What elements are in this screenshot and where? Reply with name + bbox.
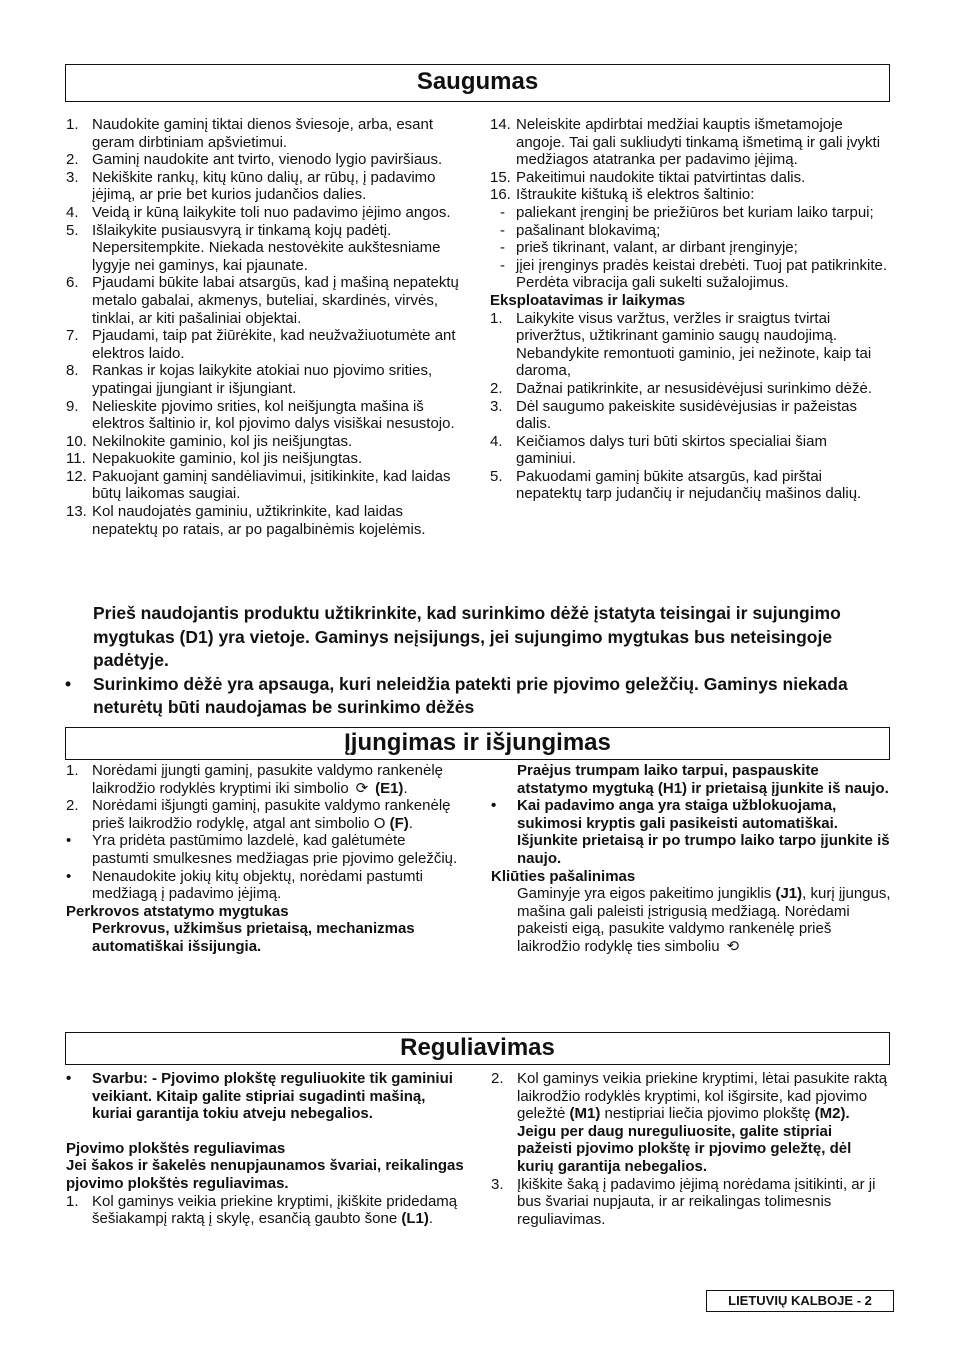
rotate-reverse-icon: ⟲ (726, 937, 740, 955)
section-title-switching: Įjungimas ir išjungimas (65, 727, 890, 760)
safety-rule (66, 327, 466, 362)
adjust-step-1: 1. Kol gaminys veikia priekine kryptimi, įkiškite pridedamą šešiakampį raktą į skylę, esančią gaubto šone (L1). (66, 1192, 458, 1228)
safety-rule (66, 204, 466, 222)
overload-text: Perkrovus, užkimšus prietaisą, mechanizmas automatiškai išsijungia. (92, 920, 415, 955)
switch-step-1: 1. Norėdami įjungti gaminį, pasukite valdymo rankenėlę laikrodžio rodyklės kryptimi iki simbolio ⟳ (E1). (66, 762, 444, 797)
list-number: 9. (66, 397, 79, 415)
adjust-step-2: 2. Kol gaminys veikia priekine kryptimi, lėtai pasukite raktą laikrodžio rodyklės kryptimi, kol išgirsite, kad pjovimo geležtė (M1) nestipriai liečia pjovimo plokštę (M2). Jeigu per daug nureguliuosite, galite stipriai pažeisti pjovimo plokštę ir pjovimo geležtę, dėl kurių garantija nebegalios. (491, 1070, 888, 1175)
safety-rule (66, 503, 466, 538)
switching-left-column (66, 762, 466, 956)
list-text: Ištraukite kištuką iš elektros šaltinio: (516, 186, 755, 204)
safety-rule (66, 398, 466, 433)
safety-rule (490, 169, 890, 187)
list-number: 3. (66, 168, 79, 186)
list-text: pašalinant blokavimą; (516, 221, 661, 239)
list-text: Keičiamos dalys turi būti skirtos specialiai šiam gaminiui. (516, 432, 827, 468)
list-number: 4. (66, 203, 79, 221)
list-number: 3. (490, 397, 503, 415)
list-text: Pakuojant gaminį sandėliavimui, įsitikinkite, kad laidas būtų laikomas saugiai. (92, 467, 451, 503)
list-number: 14. (490, 116, 511, 133)
list-number: 11. (66, 450, 86, 468)
list-number: 7. (66, 327, 79, 345)
list-number: 1. (66, 116, 79, 133)
list-number: 5. (490, 467, 503, 485)
list-text: Pjaudami, taip pat žiūrėkite, kad neužvažiuotumėte ant elektros laido. (92, 327, 456, 362)
dash-mark: - (500, 239, 505, 257)
dash-mark: - (500, 203, 505, 221)
safety-rule (66, 468, 466, 503)
ops-rule (490, 310, 890, 380)
section-title-safety: Saugumas (65, 64, 890, 102)
unplug-condition (490, 239, 890, 257)
list-number: 8. (66, 362, 79, 380)
list-number: 10. (66, 432, 87, 450)
list-number: 1. (490, 309, 503, 327)
list-number: 13. (66, 503, 87, 521)
warning-bullet-mark: • (65, 673, 72, 694)
ops-rule (490, 380, 890, 398)
overload-heading: Perkrovos atstatymo mygtukas (66, 902, 289, 920)
list-number: 4. (490, 432, 503, 450)
safety-rule (66, 433, 466, 451)
plate-heading: Pjovimo plokštės reguliavimas (66, 1139, 286, 1157)
safety-rule (66, 274, 466, 327)
list-text: Pakeitimui naudokite tiktai patvirtintas dalis. (516, 168, 806, 186)
list-number: 5. (66, 221, 79, 239)
unplug-condition (490, 222, 890, 240)
safety-right-column (490, 116, 890, 503)
adjusting-right-column (491, 1070, 891, 1228)
obstacle-heading: Kliūties pašalinimas (491, 867, 636, 885)
unplug-condition (490, 204, 890, 222)
safety-rule (66, 450, 466, 468)
list-text: Pjaudami būkite labai atsargūs, kad į mašiną nepatektų metalo gabalai, akmenys, buteliai, skardinės, virvės, tinklai, ar kiti pašaliniai objektai. (92, 274, 459, 327)
dash-mark: - (500, 256, 505, 274)
list-number: 6. (66, 274, 79, 292)
safety-rule (66, 169, 466, 204)
ops-rule (490, 468, 890, 503)
list-text: Naudokite gaminį tiktai dienos šviesoje, arba, esant geram dirbtiniam apšvietimui. (92, 116, 434, 151)
section-title-adjusting: Reguliavimas (65, 1032, 890, 1065)
safety-left-column (66, 116, 466, 538)
list-number: 2. (66, 151, 79, 169)
list-text: Išlaikykite pusiausvyrą ir tinkamą kojų padėtį. Nepersitempkite. Niekada nestovėkite aukštesniame lygyje nei gaminys, kai pjaunate. (92, 221, 441, 274)
switching-right-column (491, 762, 891, 956)
list-number: 15. (490, 168, 511, 186)
assembly-warning (65, 602, 895, 720)
rotate-forward-icon: ⟳ (355, 779, 369, 797)
switch-step-2: 2. Norėdami išjungti gaminį, pasukite valdymo rankenėlę prieš laikrodžio rodyklę, atgal ant simbolio O (F). (66, 797, 451, 832)
list-text: Gaminį naudokite ant tvirto, vienodo lygio paviršiaus. (92, 151, 443, 169)
list-text: prieš tikrinant, valant, ar dirbant įrenginyje; (516, 239, 798, 257)
list-text: Nekilnokite gaminio, kol jis neišjungtas. (92, 432, 353, 450)
list-text: Kol naudojatės gaminiu, užtikrinkite, kad laidas nepatektų po ratais, ar po pagalbinėmis kojelėmis. (92, 503, 426, 538)
list-text: Dažnai patikrinkite, ar nesusidėvėjusi surinkimo dėžė. (516, 379, 873, 397)
safety-rule (66, 362, 466, 397)
ops-heading: Eksploatavimas ir laikymas (490, 291, 686, 309)
reset-instruction: Praėjus trumpam laiko tarpui, paspauskite atstatymo mygtuką (H1) ir prietaisą įjunkite iš naujo. (517, 762, 889, 797)
list-text: paliekant įrenginį be priežiūros bet kuriam laiko tarpui; (516, 203, 874, 221)
list-text: Nelieskite pjovimo srities, kol neišjungta mašina iš elektros šaltinio ir, kol pjovimo dalys visiškai nesustojo. (92, 397, 455, 433)
list-text: Veidą ir kūną laikykite toli nuo padavimo įėjimo angos. (92, 203, 451, 221)
page-footer: LIETUVIŲ KALBOJE - 2 (706, 1290, 894, 1312)
list-text: Rankas ir kojas laikykite atokiai nuo pjovimo srities, ypatingai įjungiant ir išjungiant. (92, 362, 433, 397)
obstacle-text: Gaminyje yra eigos pakeitimo jungiklis (J1), kurį įjungus, mašina gali paleisti įstrigusią medžiagą. Norėdami pakeisti eigą, pasukite valdymo rankenėlę prieš laikrodžio rodyklę ties simboliu ⟲ (517, 885, 891, 955)
warning-paragraph: Prieš naudojantis produktu užtikrinkite, kad surinkimo dėžė įstatyta teisingai ir sujungimo mygtukas (D1) yra vietoje. Gaminys neįsijungs, jei sujungimo mygtukas bus neteisingoje padėtyje. (93, 603, 841, 670)
switch-bullet-objects: • Nenaudokite jokių kitų objektų, norėdami pastumti medžiagą į padavimo įėjimą. (66, 867, 424, 903)
ops-rule (490, 398, 890, 433)
list-text: Neleiskite apdirbtai medžiai kauptis išmetamojoje angoje. Tai gali sukliudyti tinkamą išmetimą ir gali įvykti medžiagos atatranka per padavimo įėjimą. (516, 116, 881, 169)
list-text: Dėl saugumo pakeiskite susidėvėjusias ir pažeistas dalis. (516, 397, 858, 433)
safety-rule (490, 116, 890, 169)
unplug-condition (490, 257, 890, 292)
list-text: Pakuodami gaminį būkite atsargūs, kad pirštai nepatektų tarp judančių ir nejudančių mašinos dalių. (516, 467, 862, 503)
dash-mark: - (500, 221, 505, 239)
warning-bullet-text: Surinkimo dėžė yra apsauga, kuri neleidžia patekti prie pjovimo geležčių. Gaminys niekada neturėtų būti naudojamas be surinkimo dėžės (93, 673, 848, 717)
switch-bullet-pusher: • Yra pridėta pastūmimo lazdelė, kad galėtumėte pastumti smulkesnes medžiagas prie pjovimo geležčių. (66, 832, 458, 867)
safety-rule (66, 222, 466, 275)
list-text: jįei įrenginys pradės keistai drebėti. Tuoj pat patikrinkite. Perdėta vibracija gali sukelti sužalojimus. (516, 256, 888, 292)
list-number: 12. (66, 467, 87, 485)
important-bullet: • Svarbu: - Pjovimo plokštę reguliuokite tik gaminiui veikiant. Kitaip galite stipriai sugadinti mašiną, kuriai garantija tokiu atveju nebegalios. (66, 1070, 453, 1123)
list-text: Laikykite visus varžtus, veržles ir sraigtus tvirtai priveržtus, užtikrinant gaminio saugų naudojimą. Nebandykite remontuoti gaminio, jei nežinote, kaip tai daroma, (516, 309, 872, 380)
adjust-step-3: 3. Įkiškite šaką į padavimo įėjimą norėdama įsitikinti, ar ji bus švariai nupjauta, ir ar reikalingas tolimesnis reguliavimas. (491, 1175, 876, 1228)
safety-rule (66, 151, 466, 169)
list-number: 16. (490, 186, 511, 204)
blockage-bullet: • Kai padavimo anga yra staiga užblokuojama, sukimosi kryptis gali pasikeisti automatiškai. Išjunkite prietaisą ir po trumpo laiko tarpo įjunkite iš naujo. (491, 797, 890, 867)
list-text: Nepakuokite gaminio, kol jis neišjungtas. (92, 450, 363, 468)
safety-rule (490, 186, 890, 204)
list-text: Nekiškite rankų, kitų kūno dalių, ar rūbų, į padavimo įėjimą, ar prie bet kurios judančios dalies. (92, 168, 436, 204)
plate-intro: Jei šakos ir šakelės nenupjaunamos švariai, reikalingas pjovimo plokštės reguliavimas. (66, 1157, 464, 1192)
list-number: 2. (490, 379, 503, 397)
safety-rule (66, 116, 466, 151)
adjusting-left-column (66, 1070, 466, 1228)
ops-rule (490, 433, 890, 468)
